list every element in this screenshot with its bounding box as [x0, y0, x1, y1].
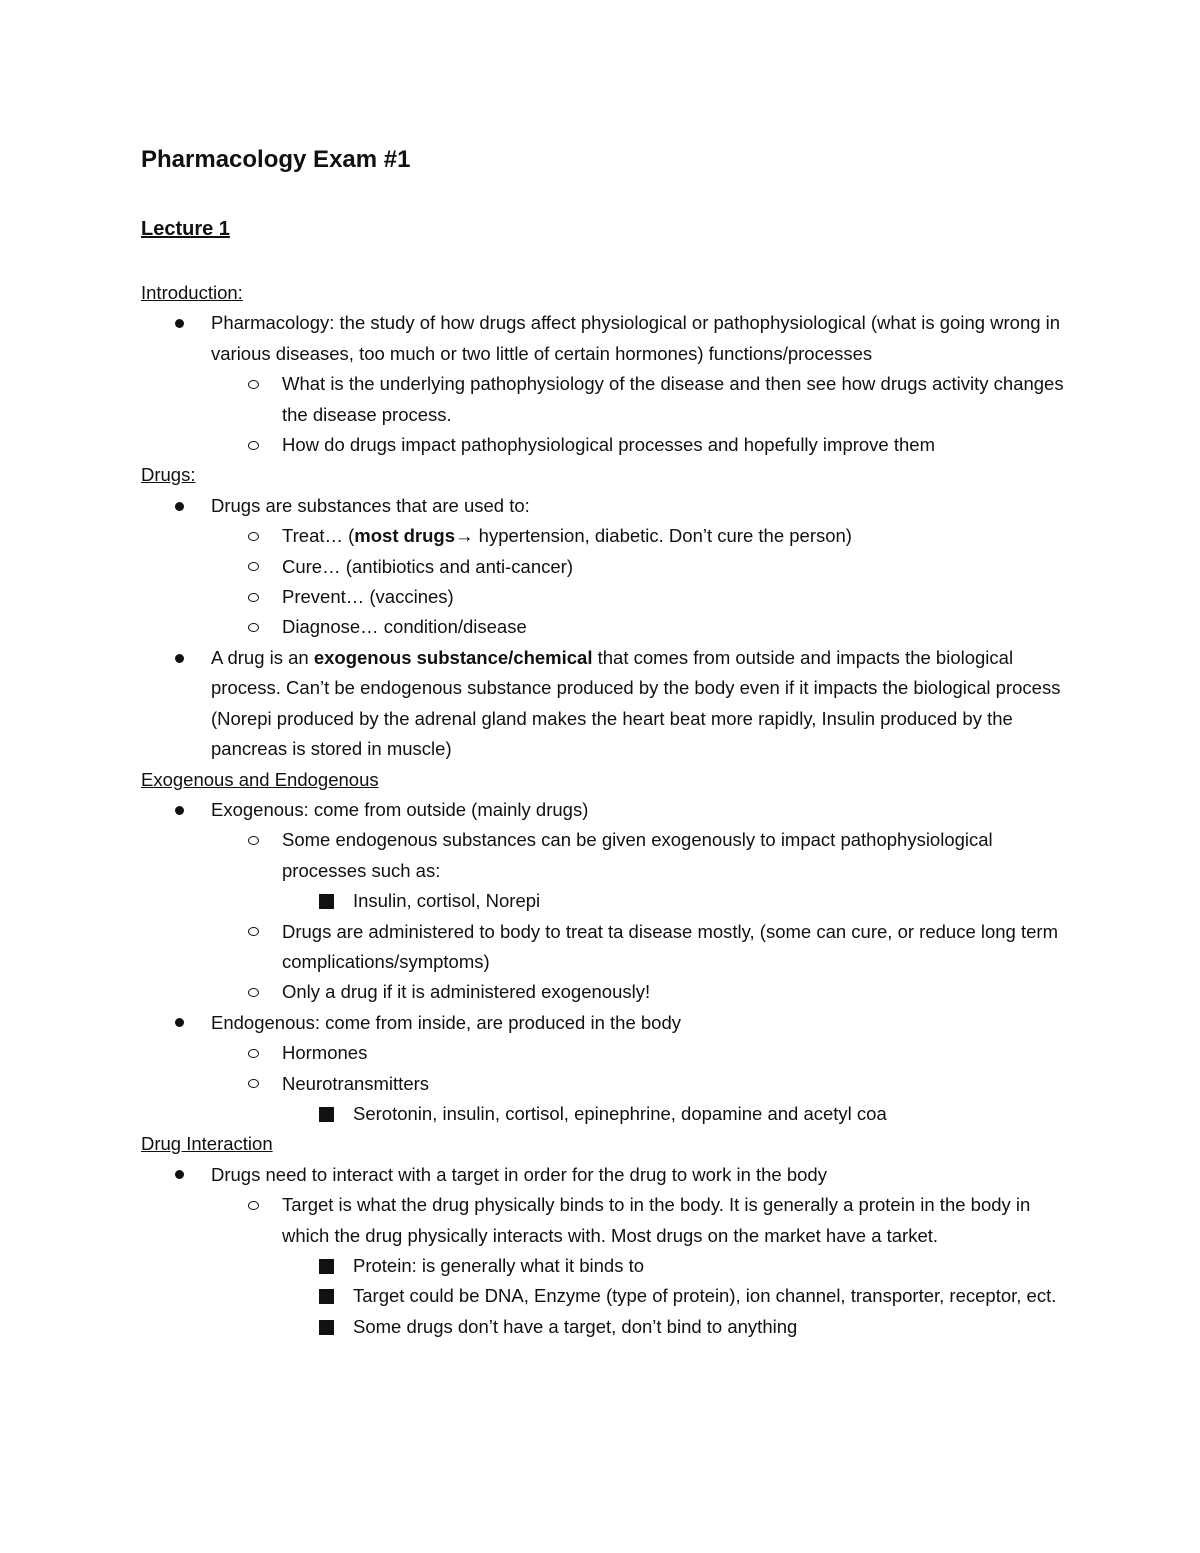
bullet-circle-icon	[248, 430, 259, 460]
lecture-heading: Lecture 1	[141, 218, 230, 240]
bullet-square-icon	[319, 1281, 334, 1311]
bullet-circle-icon	[248, 582, 259, 612]
bullet-text: Exogenous: come from outside (mainly drugs)	[211, 798, 589, 820]
sub-bullet-text: Neurotransmitters	[282, 1072, 430, 1094]
sub-bullet-item	[141, 1190, 1071, 1251]
bullet-item	[141, 1160, 1071, 1190]
bullet-square-icon	[319, 886, 334, 916]
bold-text: exogenous substance/chemical	[313, 646, 593, 668]
sub-bullet-text: Treat… (most drugs→ hypertension, diabetic. Don’t cure the person)	[282, 525, 852, 547]
sub-bullet-item	[141, 552, 1071, 582]
sub-bullet-item	[141, 430, 1071, 460]
bullet-dot-icon	[175, 491, 184, 521]
tertiary-bullet-text: Protein: is generally what it binds to	[353, 1255, 645, 1276]
sub-bullet-text: Cure… (antibiotics and anti-cancer)	[282, 555, 573, 577]
sub-bullet-text: Target is what the drug physically binds to in the body. It is generally a protein in the body in which the drug physically interacts with. Most drugs on the market have a tarket.	[282, 1194, 1031, 1246]
sub-bullet-item	[141, 1038, 1071, 1068]
bullet-circle-icon	[248, 917, 259, 947]
bullet-circle-icon	[248, 612, 259, 642]
tertiary-bullet-text: Some drugs don’t have a target, don’t bind to anything	[353, 1315, 798, 1337]
section-heading-drug-interaction: Drug Interaction	[141, 1133, 273, 1155]
bullet-text: Pharmacology: the study of how drugs affect physiological or pathophysiological (what is going wrong in various diseases, too much or two little of certain hormones) functions/processes	[211, 312, 1061, 364]
tertiary-bullet-text: Serotonin, insulin, cortisol, epinephrine, dopamine and acetyl coa	[353, 1102, 887, 1124]
sub-bullet-item	[141, 825, 1071, 886]
sub-bullet-text: What is the underlying pathophysiology of the disease and then see how drugs activity changes the disease process.	[282, 373, 1064, 425]
sub-bullet-text: Prevent… (vaccines)	[282, 586, 454, 608]
bullet-dot-icon	[175, 1160, 184, 1190]
bullet-text: Drugs need to interact with a target in order for the drug to work in the body	[211, 1163, 827, 1185]
sub-bullet-text: Hormones	[282, 1042, 368, 1064]
sub-bullet-item	[141, 369, 1071, 430]
bullet-circle-icon	[248, 1038, 259, 1068]
bullet-item	[141, 491, 1071, 521]
sub-bullet-text: Some endogenous substances can be given exogenously to impact pathophysiological processes such as:	[282, 829, 993, 881]
document-title: Pharmacology Exam #1	[141, 146, 411, 173]
section-heading-drugs: Drugs:	[141, 464, 196, 486]
sub-bullet-text: How do drugs impact pathophysiological processes and hopefully improve them	[282, 434, 935, 456]
bullet-text: Endogenous: come from inside, are produced in the body	[211, 1011, 681, 1033]
sub-bullet-item	[141, 1069, 1071, 1099]
bullet-item	[141, 308, 1071, 369]
sub-bullet-text: Only a drug if it is administered exogenously!	[282, 981, 651, 1003]
sub-bullet-text: Diagnose… condition/disease	[282, 616, 527, 638]
tertiary-bullet-item	[141, 1251, 1071, 1281]
bullet-item	[141, 1008, 1071, 1038]
bullet-item	[141, 795, 1071, 825]
tertiary-bullet-item	[141, 1312, 1071, 1342]
tertiary-bullet-text: Target could be DNA, Enzyme (type of protein), ion channel, transporter, receptor, ect.	[353, 1285, 1057, 1307]
bullet-square-icon	[319, 1251, 334, 1281]
sub-bullet-item	[141, 977, 1071, 1007]
sub-bullet-item	[141, 917, 1071, 978]
bullet-item	[141, 643, 1071, 765]
bullet-dot-icon	[175, 308, 184, 338]
bullet-circle-icon	[248, 369, 259, 399]
bold-text: most drugs	[354, 525, 456, 547]
bullet-dot-icon	[175, 1008, 184, 1038]
section-heading-exogenous-endogenous: Exogenous and Endogenous	[141, 768, 379, 790]
bullet-circle-icon	[248, 977, 259, 1007]
bullet-square-icon	[319, 1099, 334, 1129]
document-body	[141, 278, 1071, 1342]
bullet-dot-icon	[175, 643, 184, 673]
bullet-square-icon	[319, 1312, 334, 1342]
section-heading-introduction: Introduction:	[141, 282, 243, 303]
tertiary-bullet-item	[141, 1099, 1071, 1129]
bullet-text: Drugs are substances that are used to:	[211, 494, 530, 516]
bullet-circle-icon	[248, 825, 259, 855]
sub-bullet-text: Drugs are administered to body to treat ta disease mostly, (some can cure, or reduce long term complications/symptoms)	[282, 920, 1058, 972]
bullet-text: A drug is an exogenous substance/chemical that comes from outside and impacts the biological process. Can’t be endogenous substance produced by the body even if it impacts the biological process (Norepi produced by the adrenal gland makes the heart beat more rapidly, Insulin produced by the pancreas is stored in muscle)	[211, 646, 1061, 760]
sub-bullet-item	[141, 612, 1071, 642]
bullet-circle-icon	[248, 521, 259, 551]
sub-bullet-item	[141, 521, 1071, 551]
tertiary-bullet-text: Insulin, cortisol, Norepi	[353, 890, 541, 912]
bullet-circle-icon	[248, 1190, 259, 1220]
bullet-dot-icon	[175, 795, 184, 825]
bullet-circle-icon	[248, 552, 259, 582]
tertiary-bullet-item	[141, 886, 1071, 916]
bullet-circle-icon	[248, 1069, 259, 1099]
sub-bullet-item	[141, 582, 1071, 612]
tertiary-bullet-item	[141, 1281, 1071, 1311]
